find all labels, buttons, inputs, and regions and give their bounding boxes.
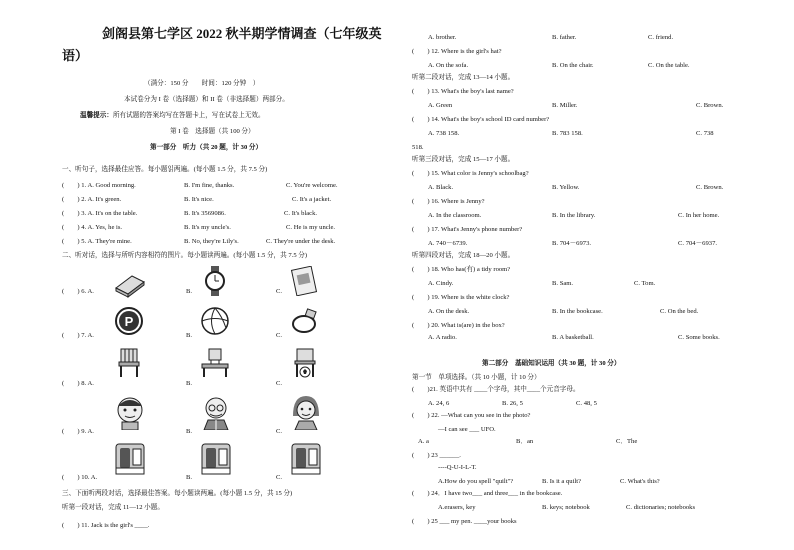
q8-option-b-label: B. bbox=[186, 380, 193, 387]
q10-option-b-label: B. bbox=[186, 474, 193, 481]
q25-stem: ( ) 25 ___ my pen. ____your books bbox=[412, 518, 517, 525]
q22-option-a: A. a bbox=[418, 438, 429, 445]
q18-option-a: A. Cindy. bbox=[428, 280, 454, 287]
q21-option-c: C. 48, 5 bbox=[576, 400, 597, 407]
svg-text:P: P bbox=[124, 314, 134, 329]
q17-option-c: C. 704－6937. bbox=[678, 240, 718, 247]
q19-stem: ( ) 19. Where is the white clock? bbox=[412, 294, 510, 301]
q12-option-c: C. On the table. bbox=[648, 62, 690, 69]
q24-option-c: C. dictionaries; notebooks bbox=[626, 504, 696, 511]
q6-option-c-label: C. bbox=[276, 288, 283, 295]
q15-option-b: B. Yellow. bbox=[552, 184, 580, 191]
exam-title-line1: 剑阁县第七学区 2022 秋半期学情调查（七年级英 bbox=[102, 26, 382, 41]
telephone-picture-c bbox=[288, 440, 324, 476]
q19-option-b: B. In the bookcase. bbox=[552, 308, 603, 315]
volleyball-picture bbox=[198, 306, 232, 336]
q12-option-b: B. On the chair. bbox=[552, 62, 594, 69]
exam-title-line2: 语） bbox=[62, 48, 89, 63]
q23-option-c: C. What's this? bbox=[620, 478, 660, 485]
q15-stem: ( ) 15. What color is Jenny's schoolbag? bbox=[412, 170, 529, 177]
q1-stem-a: ( ) 1. A. Good morning. bbox=[62, 182, 136, 189]
watch-picture bbox=[198, 266, 232, 296]
q5-option-c: C. They're under the desk. bbox=[266, 238, 336, 245]
q15-option-c: C. Brown. bbox=[696, 184, 724, 191]
q16-option-c: C. In her home. bbox=[678, 212, 720, 219]
q1-option-b: B. I'm fine, thanks. bbox=[184, 182, 235, 189]
warm-tip-text: 所有试题的答案均写在答题卡上，写在试卷上无效。 bbox=[112, 112, 265, 119]
q21-option-b: B. 26, 5 bbox=[502, 400, 523, 407]
volume-one-heading: 第 I 卷 选择题（共 100 分） bbox=[170, 128, 255, 135]
q7-option-c-label: C. bbox=[276, 332, 283, 339]
q5-stem-a: ( ) 5. A. They're mine. bbox=[62, 238, 132, 245]
q7-option-b-label: B. bbox=[186, 332, 193, 339]
q9-option-c-label: C. bbox=[276, 428, 283, 435]
q3-stem-a: ( ) 3. A. It's on the table. bbox=[62, 210, 138, 217]
paper-structure: 本试卷分为 I 卷（选择题）和 II 卷（非选择题）两部分。 bbox=[124, 96, 289, 103]
score-time: （满分：150 分 时间：120 分钟 ） bbox=[144, 80, 260, 87]
q23-stem: ( ) 23 ______. bbox=[412, 452, 461, 459]
q2-option-c: C. It's a jacket. bbox=[292, 196, 332, 203]
q6-option-b-label: B. bbox=[186, 288, 193, 295]
q16-stem: ( ) 16. Where is Jenny? bbox=[412, 198, 485, 205]
q14-option-c: C. 738 bbox=[696, 130, 714, 137]
chair-desk-picture bbox=[198, 348, 232, 378]
old-man-picture bbox=[198, 394, 234, 430]
dialogue1-instruction: 听第一段对话，完成 11—12 小题。 bbox=[62, 504, 164, 511]
part-one-heading: 第一部分 听力（共 20 题，计 30 分） bbox=[150, 144, 263, 151]
q11-stem: ( ) 11. Jack is the girl's ____. bbox=[62, 522, 150, 529]
q13-stem: ( ) 13. What's the boy's last name? bbox=[412, 88, 514, 95]
q18-stem: ( ) 18. Who has(有) a tidy room? bbox=[412, 266, 511, 273]
q4-stem-a: ( ) 4. A. Yes, he is. bbox=[62, 224, 123, 231]
q14-option-b: B. 783 158. bbox=[552, 130, 583, 137]
q13-option-b: B. Miller. bbox=[552, 102, 578, 109]
q20-option-a: A. A radio. bbox=[428, 334, 457, 341]
book-picture bbox=[112, 268, 146, 298]
q8-option-c-label: C. bbox=[276, 380, 283, 387]
q11-option-b: B. father. bbox=[552, 34, 577, 41]
q11-option-a: A. brother. bbox=[428, 34, 457, 41]
q14-option-a: A. 738 158. bbox=[428, 130, 460, 137]
q18-option-b: B. Sam. bbox=[552, 280, 574, 287]
q12-option-a: A. On the sofa. bbox=[428, 62, 469, 69]
q8-label: ( ) 8. A. bbox=[62, 380, 94, 387]
chair-picture bbox=[112, 348, 146, 378]
q6-label: ( ) 6. A. bbox=[62, 288, 94, 295]
q22-option-b: B．an bbox=[516, 438, 534, 445]
telephone-picture-a bbox=[112, 440, 148, 476]
q18-option-c: C. Tom. bbox=[634, 280, 656, 287]
q20-stem: ( ) 20. What is(are) in the box? bbox=[412, 322, 505, 329]
q23-response: ----Q-U-I-L-T. bbox=[438, 464, 477, 471]
q22-option-c: C．The bbox=[616, 438, 638, 445]
section3-heading: 三、下面听两段对话，选择最佳答案。每小题读两遍。(每小题 1.5 分，共 15 分) bbox=[62, 490, 293, 497]
parking-sign-picture bbox=[112, 306, 146, 336]
q15-option-a: A. Black. bbox=[428, 184, 454, 191]
q16-option-a: A. In the classroom. bbox=[428, 212, 482, 219]
q12-stem: ( ) 12. Where is the girl's hat? bbox=[412, 48, 502, 55]
q24-option-b: B. keys; notebook bbox=[542, 504, 590, 511]
q11-option-c: C. friend. bbox=[648, 34, 674, 41]
q24-stem: ( ) 24．I have two___ and three___ in the bookcase. bbox=[412, 490, 563, 497]
q20-option-b: B. A basketball. bbox=[552, 334, 594, 341]
q22-stem: ( ) 22. —What can you see in the photo? bbox=[412, 412, 531, 419]
q9-option-b-label: B. bbox=[186, 428, 193, 435]
q4-option-b: B. It's my uncle's. bbox=[184, 224, 231, 231]
telephone-picture-b bbox=[198, 440, 234, 476]
q17-option-a: A. 740－6739. bbox=[428, 240, 468, 247]
q23-option-b: B. Is it a quilt? bbox=[542, 478, 582, 485]
warm-tip-label: 温馨提示： bbox=[80, 112, 113, 119]
dialogue2-instruction: 听第二段对话，完成 13—14 小题。 bbox=[412, 74, 515, 81]
part-two-heading: 第二部分 基础知识运用（共 30 题，计 30 分） bbox=[482, 360, 621, 367]
q3-option-b: B. It's 3569086. bbox=[184, 210, 226, 217]
q19-option-c: C. On the bed. bbox=[660, 308, 699, 315]
q4-option-c: C. He is my uncle. bbox=[286, 224, 336, 231]
q16-option-b: B. In the library. bbox=[552, 212, 596, 219]
q24-option-a: A.erasers, key bbox=[438, 504, 476, 511]
q1-option-c: C. You're welcome. bbox=[286, 182, 338, 189]
dialogue4-instruction: 听第四段对话，完成 18—20 小题。 bbox=[412, 252, 515, 259]
card-book-picture bbox=[288, 266, 322, 296]
q14-option-c-wrap: 518. bbox=[412, 144, 424, 151]
q9-label: ( ) 9. A. bbox=[62, 428, 94, 435]
q20-option-c: C. Some books. bbox=[678, 334, 720, 341]
q10-label: ( ) 10. A. bbox=[62, 474, 98, 481]
q10-option-c-label: C. bbox=[276, 474, 283, 481]
ring-picture bbox=[288, 306, 322, 336]
q2-option-b: B. It's nice. bbox=[184, 196, 214, 203]
chair-ball-picture bbox=[288, 348, 322, 378]
q23-option-a: A.How do you spell "quilt"? bbox=[438, 478, 514, 485]
q17-stem: ( ) 17. What's Jenny's phone number? bbox=[412, 226, 523, 233]
woman-picture bbox=[288, 394, 324, 430]
dialogue3-instruction: 听第三段对话，完成 15—17 小题。 bbox=[412, 156, 515, 163]
q17-option-b: B. 704－6973. bbox=[552, 240, 592, 247]
q13-option-c: C. Brown. bbox=[696, 102, 724, 109]
q7-label: ( ) 7. A. bbox=[62, 332, 94, 339]
section1-heading: 一、听句子，选择最佳应答。每小题읽两遍。(每小题 1.5 分，共 7.5 分) bbox=[62, 166, 268, 173]
q21-option-a: A. 24, 6 bbox=[428, 400, 450, 407]
single-choice-heading: 第一节 单项选择。（共 10 小题，计 10 分） bbox=[412, 374, 541, 381]
q19-option-a: A. On the desk. bbox=[428, 308, 470, 315]
q21-stem: ( )21. 英语中共有 ____个字母，其中____个元音字母。 bbox=[412, 386, 580, 393]
q3-option-c: C. It's black. bbox=[284, 210, 318, 217]
q22-response: —I can see ___ UFO. bbox=[438, 426, 496, 433]
section2-heading: 二、听对话，选择与所听内容相符的图片。每小题读两遍。(每小题 1.5 分，共 7.5 分) bbox=[62, 252, 308, 259]
warm-tip bbox=[80, 112, 265, 120]
q2-stem-a: ( ) 2. A. It's green. bbox=[62, 196, 122, 203]
boy-face-picture bbox=[112, 394, 148, 430]
q13-option-a: A. Green bbox=[428, 102, 453, 109]
q14-stem: ( ) 14. What's the boy's school ID card number? bbox=[412, 116, 550, 123]
q5-option-b: B. No, they're Lily's. bbox=[184, 238, 239, 245]
